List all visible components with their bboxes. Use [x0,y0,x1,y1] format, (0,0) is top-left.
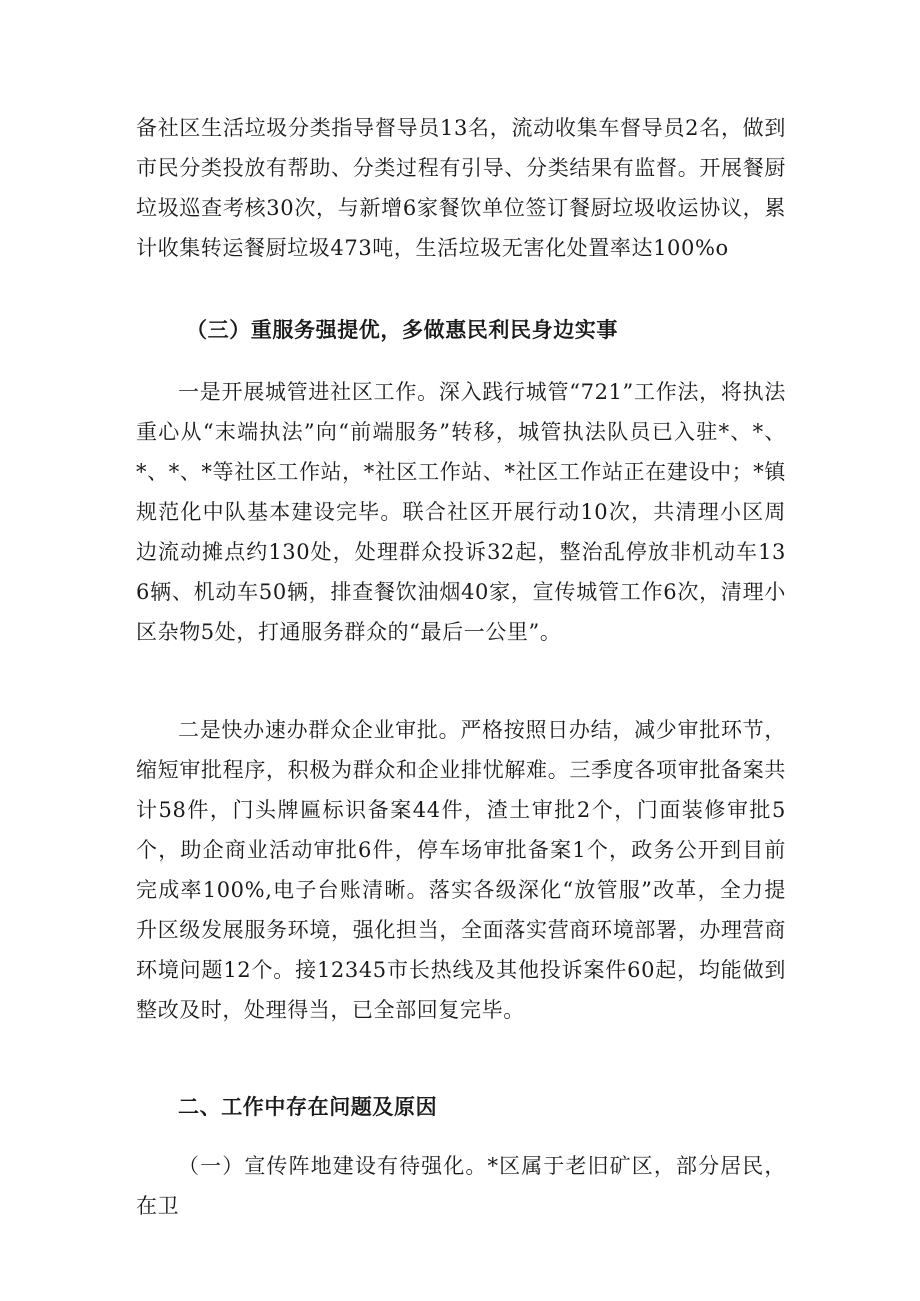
paragraph-community-work: 一是开展城管进社区工作。深入践行城管“721”工作法，将执法重心从“末端执法”向“前端服务”转移，城管执法队员已入驻*、*、*、*、*等社区工作站，*社区工作站、*社区工作站正在建设中；*镇规范化中队基本建设完毕。联合社区开展行动10次，共清理小区周边流动摊点约130处，处理群众投诉32起，整治乱停放非机动车136辆、机动车50辆，排查餐饮油烟40家，宣传城管工作6次，清理小区杂物5处，打通服务群众的“最后一公里”。 [136,380,786,644]
paragraph-approval-work: 二是快办速办群众企业审批。严格按照日办结，减少审批环节，缩短审批程序，积极为群众和企业排忧解难。三季度各项审批备案共计58件，门头牌匾标识备案44件，渣土审批2个，门面装修审批5个，助企商业活动审批6件，停车场审批备案1个，政务公开到目前完成率100%,电子台账清晰。落实各级深化“放管服”改革，全力提升区级发展服务环境，强化担当，全面落实营商环境部署，办理营商环境问题12个。接12345市长热线及其他投诉案件60起，均能做到整改及时，处理得当，已全部回复完毕。 [136,718,786,1022]
paragraph-publicity-issue: （一）宣传阵地建设有待强化。*区属于老旧矿区，部分居民，在卫 [136,1154,786,1218]
paragraph-waste-sorting: 备社区生活垃圾分类指导督导员13名，流动收集车督导员2名，做到市民分类投放有帮助、分类过程有引导、分类结果有监督。开展餐厨垃圾巡查考核30次，与新增6家餐饮单位签订餐厨垃圾收运协议，累计收集转运餐厨垃圾473吨，生活垃圾无害化处置率达100%o [136,116,786,260]
section-heading-three: （三）重服务强提优，多做惠民利民身边实事 [186,317,618,342]
section-heading-two: 二、工作中存在问题及原因 [178,1094,438,1119]
